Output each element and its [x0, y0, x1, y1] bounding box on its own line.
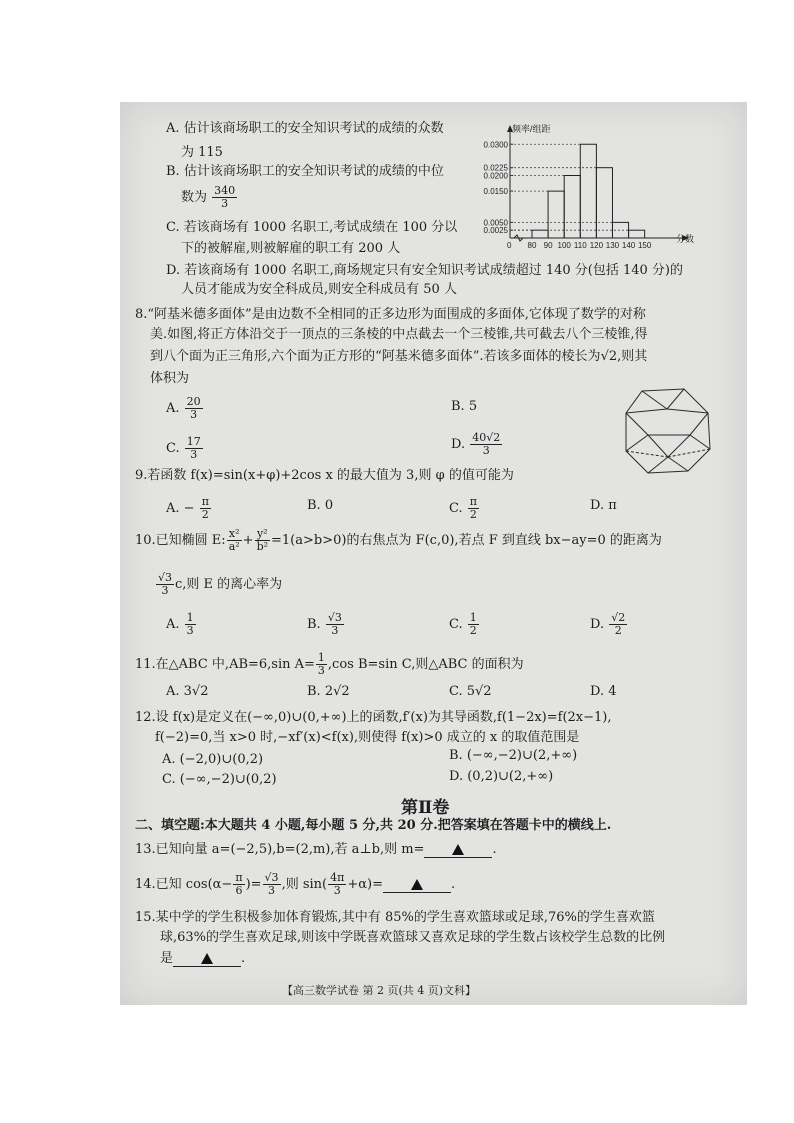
q15-end: . [241, 951, 246, 966]
q7-b-num: 340 [214, 184, 236, 197]
y-tick-label: 0.0225 [483, 163, 508, 173]
q9-option-b: B. 0 [307, 498, 334, 513]
q9-c-den: 2 [469, 508, 477, 521]
q8-stem-line4: 体积为 [150, 371, 190, 386]
y-tick-label: 0.0300 [483, 140, 508, 150]
q10-d-den: 2 [614, 624, 622, 637]
q11-option-d: D. 4 [590, 684, 617, 699]
x-tick-label: 80 [527, 241, 537, 250]
x-tick-label: 150 [637, 241, 652, 250]
q8-c-den: 3 [190, 448, 198, 461]
q11-stem [135, 652, 524, 677]
q8-option-a [166, 396, 204, 421]
q8-d-fraction [470, 432, 502, 457]
q10-plus: + [242, 533, 254, 548]
q9-c-num: π [469, 495, 477, 508]
q14-f2-den: 3 [268, 884, 276, 897]
q10-c-den: 2 [469, 624, 477, 637]
q10-option-d [590, 612, 628, 637]
q10-l2-den: 3 [161, 584, 169, 597]
q8-stem-line1: 8.“阿基米德多面体”是由边数不全相同的正多边形为面围成的多面体,它体现了数学的对称 [135, 307, 646, 322]
histogram-bar [596, 168, 612, 238]
q10-frac-x [227, 528, 242, 553]
histogram-bar [564, 176, 580, 239]
q11-fraction [316, 652, 327, 677]
q10-d-num: √2 [611, 611, 626, 624]
origin-label: 0 [507, 241, 512, 250]
q9-option-d: D. π [590, 498, 617, 513]
q7-b-fraction [212, 185, 237, 210]
q11-option-c: C. 5√2 [449, 684, 492, 699]
q8-d-den: 3 [482, 444, 490, 457]
q7-option-b-line1: B. 估计该商场职工的安全知识考试的成绩的中位 [166, 164, 444, 179]
histogram-bar [580, 144, 596, 238]
q10-prefix: 10.已知椭圆 E: [135, 533, 226, 548]
q10-a-label: A. [166, 617, 180, 632]
q8-option-d [451, 432, 503, 457]
q8-a-num: 20 [186, 395, 201, 408]
x-tick-label: 120 [589, 241, 604, 250]
q11-num: 1 [317, 651, 325, 664]
page-footer: 【高三数学试卷 第 2 页(共 4 页)文科】 [282, 984, 477, 997]
histogram-bar [532, 230, 548, 238]
q15-stem-line2: 球,63%的学生喜欢足球,则该中学既喜欢篮球又喜欢足球的学生数占该校学生总数的比例 [160, 930, 666, 945]
cuboctahedron-figure [622, 383, 716, 479]
q10-fy-den: b² [256, 540, 269, 553]
q9-c-fraction [468, 496, 479, 521]
triangle-icon [201, 953, 213, 964]
q12-option-d: D. (0,2)∪(2,+∞) [449, 769, 554, 784]
q10-l2-num: √3 [158, 571, 173, 584]
q10-fx-den: a² [228, 540, 240, 553]
triangle-icon [452, 844, 464, 855]
q10-option-b [307, 612, 345, 637]
q14-mid-1: )= [245, 877, 262, 892]
histogram-bar [629, 230, 645, 238]
q14-end: . [450, 877, 456, 892]
q11-den: 3 [317, 664, 325, 677]
q9-c-label: C. [449, 501, 463, 516]
q13-answer-blank [424, 843, 492, 858]
q10-d-fraction [609, 612, 627, 637]
y-tick-label: 0.0200 [483, 171, 508, 181]
q11-suffix: ,cos B=sin C,则△ABC 的面积为 [327, 657, 524, 672]
q8-c-label: C. [166, 441, 180, 456]
q8-option-c [166, 436, 204, 461]
q8-a-fraction [185, 396, 203, 421]
q9-stem: 9.若函数 f(x)=sin(x+φ)+2cos x 的最大值为 3,则 φ 的值可能为 [135, 468, 514, 483]
q8-l3-sqrt: √2 [600, 349, 618, 364]
q14-f3-den: 3 [333, 884, 341, 897]
q15-answer-blank [173, 952, 241, 967]
q7-option-d-line1: D. 若该商场有 1000 名职工,商场规定只有安全知识考试成绩超过 140 分(包括 140 分)的 [166, 263, 684, 278]
q14-f2-num: √3 [264, 871, 279, 884]
y-axis-label: 频率/组距 [512, 124, 551, 134]
q11-option-a: A. 3√2 [166, 684, 209, 699]
q8-c-fraction [185, 436, 203, 461]
q8-c-num: 17 [186, 435, 201, 448]
q12-stem-line1: 12.设 f(x)是定义在(−∞,0)∪(0,+∞)上的函数,f′(x)为其导函数,f(1−2x)=f(2x−1), [135, 710, 612, 725]
q8-option-b: B. 5 [451, 399, 478, 414]
q15-stem-line1: 15.某中学的学生积极参加体育锻炼,其中有 85%的学生喜欢篮球或足球,76%的学生喜欢篮 [135, 910, 655, 925]
section-2-instructions: 二、填空题:本大题共 4 小题,每小题 5 分,共 20 分.把答案填在答题卡中的横线上. [135, 818, 612, 833]
y-tick-label: 0.0150 [483, 187, 508, 197]
x-tick-label: 130 [605, 241, 620, 250]
section-2-title: 第Ⅱ卷 [401, 798, 450, 818]
q9-a-den: 2 [201, 508, 209, 521]
q10-c-fraction [468, 612, 479, 637]
q8-l3-part2: ,则其 [617, 349, 648, 364]
q15-stem-line3 [160, 950, 245, 968]
q8-d-label: D. [451, 437, 466, 452]
q14-frac-2 [263, 872, 281, 897]
q10-stem-line2 [155, 572, 282, 597]
q7-option-c-line1: C. 若该商场有 1000 名职工,考试成绩在 100 分以 [166, 220, 458, 235]
q10-a-fraction [185, 612, 196, 637]
q10-l2-text: c,则 E 的离心率为 [175, 577, 283, 592]
q10-c-num: 1 [469, 611, 477, 624]
q8-stem-line2: 美.如图,将正方体沿交于一顶点的三条棱的中点截去一个三棱锥,共可截去八个三棱锥,得 [150, 327, 648, 342]
q10-frac-y [255, 528, 270, 553]
q14-mid-3: +α)= [347, 877, 383, 892]
q8-a-den: 3 [190, 408, 198, 421]
q10-option-c [449, 612, 480, 637]
q12-option-a: A. (−2,0)∪(0,2) [162, 752, 264, 767]
q10-c-label: C. [449, 617, 463, 632]
q11-prefix: 11.在△ABC 中,AB=6,sin A= [135, 657, 315, 672]
x-axis-label: 分数 [676, 234, 695, 244]
q7-option-d-line2: 人员才能成为安全科成员,则安全科成员有 50 人 [181, 282, 457, 297]
q9-a-label: A. − [166, 501, 195, 516]
q10-l2-fraction [156, 572, 174, 597]
q10-fy-num: y² [255, 528, 270, 541]
q7-option-a-line2: 为 115 [181, 145, 223, 160]
q9-option-c [449, 496, 480, 521]
q7-option-c-line2: 下的被解雇,则被解雇的职工有 200 人 [181, 241, 401, 256]
q11-option-b: B. 2√2 [307, 684, 350, 699]
q8-stem-line3 [150, 348, 647, 366]
q14-frac-1 [233, 872, 244, 897]
q10-option-a [166, 612, 197, 637]
q8-d-num: 40√2 [472, 431, 501, 444]
q13-end: . [492, 842, 497, 857]
q10-b-num: √3 [327, 611, 342, 624]
q12-option-b: B. (−∞,−2)∪(2,+∞) [449, 748, 578, 763]
q10-a-den: 3 [186, 624, 194, 637]
q7-b-prefix: 数为 [181, 190, 208, 205]
q10-fx-num: x² [227, 528, 242, 541]
q7-b-den: 3 [221, 197, 229, 210]
q14-f1-num: π [235, 871, 243, 884]
q7-option-b-line2 [181, 185, 238, 210]
x-tick-label: 100 [557, 241, 571, 250]
frequency-histogram [468, 120, 708, 255]
q14-f1-den: 6 [235, 884, 243, 897]
q10-b-den: 3 [331, 624, 339, 637]
q12-stem-line2: f(−2)=0,当 x>0 时,−xf′(x)<f(x),则使得 f(x)>0 成立的 x 的取值范围是 [155, 730, 580, 745]
q9-option-a [166, 496, 212, 521]
q15-l3-text: 是 [160, 951, 174, 966]
q7-option-a-line1: A. 估计该商场职工的安全知识考试的成绩的众数 [166, 121, 444, 136]
q12-option-c: C. (−∞,−2)∪(0,2) [162, 772, 277, 787]
q9-a-fraction [200, 496, 211, 521]
x-tick-label: 140 [621, 241, 636, 250]
q10-b-fraction [326, 612, 344, 637]
q9-a-num: π [201, 495, 209, 508]
x-tick-label: 110 [573, 241, 587, 250]
q8-l3-part1: 到八个面为正三角形,六个面为正方形的“阿基米德多面体”.若该多面体的棱长为 [150, 349, 601, 364]
q13-stem [135, 841, 497, 859]
q10-d-label: D. [590, 617, 605, 632]
q14-stem [135, 872, 455, 897]
q13-text: 13.已知向量 a=(−2,5),b=(2,m),若 a⊥b,则 m= [135, 842, 425, 857]
x-tick-label: 90 [543, 241, 553, 250]
q14-prefix: 14.已知 cos(α− [135, 877, 233, 892]
q14-f3-num: 4π [330, 871, 345, 884]
triangle-icon [411, 879, 423, 890]
q14-frac-3 [328, 872, 346, 897]
q10-a-num: 1 [186, 611, 194, 624]
y-tick-label: 0.0050 [483, 218, 508, 228]
q14-answer-blank [383, 878, 451, 893]
q10-suffix: =1(a>b>0)的右焦点为 F(c,0),若点 F 到直线 bx−ay=0 的距离为 [271, 533, 662, 548]
histogram-bar [548, 191, 564, 238]
q10-b-label: B. [307, 617, 321, 632]
q8-a-label: A. [166, 401, 180, 416]
q14-mid-2: ,则 sin( [281, 877, 328, 892]
y-tick-label: 0.0025 [483, 226, 508, 236]
q10-stem-line1 [135, 528, 662, 553]
